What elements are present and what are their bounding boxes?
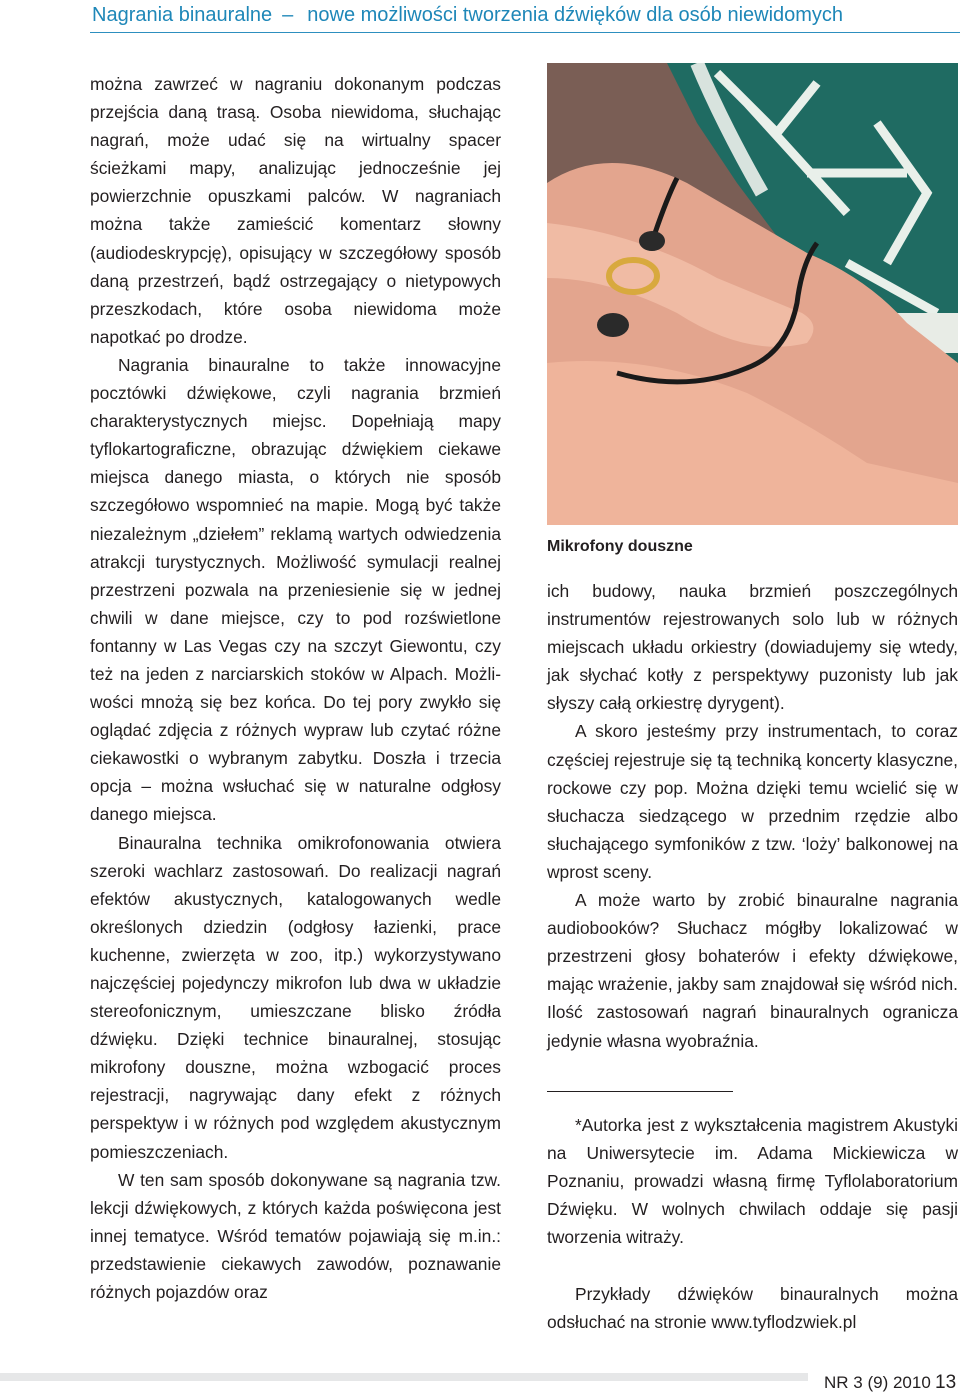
left-paragraph-3: Binauralna technika omikrofonowania otwiera szeroki wachlarz zastosowań. Do realizacji nagrań efektów akustycznych, katalogowanych wedle określonych dziedzin (odgłosy łazienki, prace kuchenne, zwierzęta w zoo, itp.) wykorzystywano najczęściej pojedynczy mikrofon lub dwa w układzie stereofonicznym, umieszczane blisko źródła dźwięku. Dzięki technice binauralnej, stosując mikrofony douszne, można wzbogacić proces rejestracji, nagrywając dany efekt z różnych perspektyw i w różnych pod względem akustycznym pomieszczeniach. <box>90 832 501 1162</box>
header-rule <box>90 32 960 33</box>
examples-link-note <box>547 1280 958 1336</box>
right-paragraph-3: A może warto by zrobić binauralne nagrania audiobooków? Słuchacz mógłby lokalizować w przestrzeni głosy bohaterów i efekty dźwiękowe, mając wrażenie, jakby sam znajdował się wśród nich. Ilość zastosowań nagrań binauralnych ogranicza jedynie własna wyobraźnia. <box>547 890 958 1051</box>
issue-number: NR 3 (9) 2010 <box>824 1373 931 1392</box>
author-footnote-text: *Autorka jest z wykształcenia magistrem Akustyki na Uniwersytecie im. Adama Mickiewicza w Poznaniu, prowadzi własną firmę Tyflolaboratorium Dźwięku. W wolnych chwilach oddaje się pasji tworzenia witraży. <box>547 1115 958 1248</box>
examples-link-text: Przykłady dźwięków binauralnych można odsłuchać na stronie www.tyflodzwiek.pl <box>547 1284 958 1333</box>
footnote-rule <box>547 1091 733 1092</box>
header-separator: – <box>282 4 294 26</box>
left-paragraph-1: można zawrzeć w nagraniu dokonanym podczas przejścia daną trasą. Osoba niewidoma, słuchając nagrań, może udać się na wirtualny spacer ścieżkami mapy, analizując jednocześnie jej powierzchnie opuszkami palców. W nagraniach można także zamieścić komentarz słowny (audiodeskrypcję), opisujący w szczegółowy sposób daną przestrzeń, bądź ostrzegający o nietypowych przeszkodach, które osoba niewidoma może napotkać po drodze. <box>90 74 501 347</box>
left-paragraph-2: Nagrania binauralne to także innowacyjne pocztówki dźwiękowe, czyli nagrania brzmień charakterystycznych miejsc. Dopełniają mapy tyflokartograficzne, obrazując dźwiękiem ciekawe miejsca danego miasta, o których nie sposób szczegółowo wspomnieć na mapie. Mogą być także niezależnym „dziełem” reklamą wartych odwiedzenia atrakcji turystycznych. Możliwość symulacji realnej przestrzeni pozwala na przeniesienie się w jednej chwili w dane miejsce, czy to pod rozświetlone fontanny w Las Vegas czy na szczyt Giewontu, czy też na jeden z narciarskich stoków w Alpach. Możliwości mnożą się bez końca. Do tej pory zwykło się oglądać zdjęcia z różnych wypraw lub czytać różne ciekawostki o wybranym zabytku. Doszła i trzecia opcja – można wsłuchać się w naturalne odgłosy danego miejsca. <box>90 354 501 825</box>
header-title-left: Nagrania binauralne <box>92 4 273 26</box>
photo-illustration <box>547 63 958 525</box>
right-paragraph-1: ich budowy, nauka brzmień poszczególnych instrumentów rejestrowanych solo lub w różnych miejscach układu orkiestry (dowiadujemy się wtedy, jak słychać kotły z perspektywy puzonisty lub jak słyszy całą orkiestrę dyrygent). <box>547 581 958 714</box>
left-paragraph-4: W ten sam sposób dokonywane są nagrania tzw. lekcji dźwiękowych, z których każda poświęcona jest innej tematyce. Wśród tematów pojawiają się m.in.: przedstawienie ciekawych zawodów, poznawanie różnych pojazdów oraz <box>90 1169 501 1303</box>
right-column <box>547 577 958 1055</box>
microphone-capsule-1 <box>639 231 665 251</box>
footer-bar <box>0 1373 808 1381</box>
right-paragraph-2: A skoro jesteśmy przy instrumentach, to coraz częściej rejestruje się tą techniką koncerty klasyczne, rockowe czy pop. Można dzięki temu wcielić się w słuchacza siedzącego w przednim rzędzie albo słuchającego symfoników z tzw. ‘loży’ balkonowej na wprost sceny. <box>547 721 958 882</box>
left-column <box>90 70 501 1306</box>
photo-caption: Mikrofony douszne <box>547 538 693 555</box>
page-number: 13 <box>935 1372 957 1393</box>
microphone-capsule-2 <box>597 313 629 337</box>
header-title-right: nowe możliwości tworzenia dźwięków dla osób niewidomych <box>307 4 844 26</box>
author-footnote <box>547 1111 958 1251</box>
photo-in-ear-microphones <box>547 63 958 525</box>
running-header <box>92 4 958 27</box>
